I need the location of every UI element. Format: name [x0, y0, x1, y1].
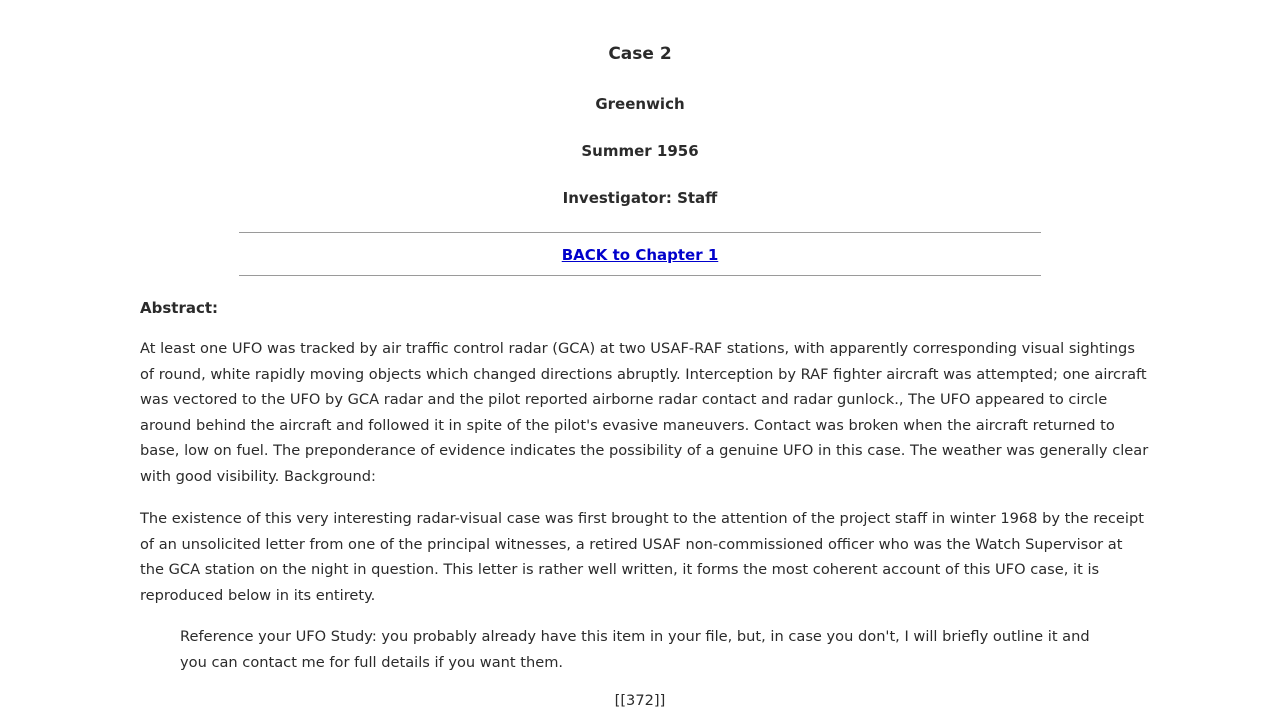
background-paragraph: The existence of this very interesting radar-visual case was first brought to the attention of the project staff in winter 1968 by the receipt of an unsolicited letter from one of the principal witnesses, a retired USAF non-commissioned officer who was the Watch Supervisor at the GCA station on the night in question. This letter is rather well written, it forms the most coherent account of this UFO case, it is reproduced below in its entirety.: [140, 510, 1144, 604]
case-title: Case 2: [608, 44, 672, 64]
back-link-container: [0, 246, 1280, 264]
abstract-paragraph: At least one UFO was tracked by air traffic control radar (GCA) at two USAF-RAF stations, with apparently corresponding visual sightings of round, white rapidly moving objects which changed directions abruptly. Interception by RAF fighter aircraft was attempted; one aircraft was vectored to the UFO by GCA radar and the pilot reported airborne radar contact and radar gunlock., The UFO appeared to circle around behind the aircraft and followed it in spite of the pilot's evasive maneuvers. Contact was broken when the aircraft returned to base, low on fuel. The preponderance of evidence indicates the possibility of a genuine UFO in this case. The weather was generally clear with good visibility. Background:: [140, 340, 1149, 485]
page-reference: [[372]]: [614, 692, 666, 709]
location-heading: Greenwich: [595, 95, 685, 113]
date-heading: Summer 1956: [581, 142, 699, 160]
investigator-heading: Investigator: Staff: [562, 189, 718, 207]
letter-quote: Reference your UFO Study: you probably already have this item in your file, but, in case you don't, I will briefly outline it and you can contact me for full details if you want them.: [180, 628, 1090, 671]
divider-bottom: [239, 275, 1041, 276]
back-to-chapter-link[interactable]: BACK to Chapter 1: [561, 246, 719, 264]
abstract-heading: Abstract:: [140, 299, 219, 317]
divider-top: [239, 232, 1041, 233]
